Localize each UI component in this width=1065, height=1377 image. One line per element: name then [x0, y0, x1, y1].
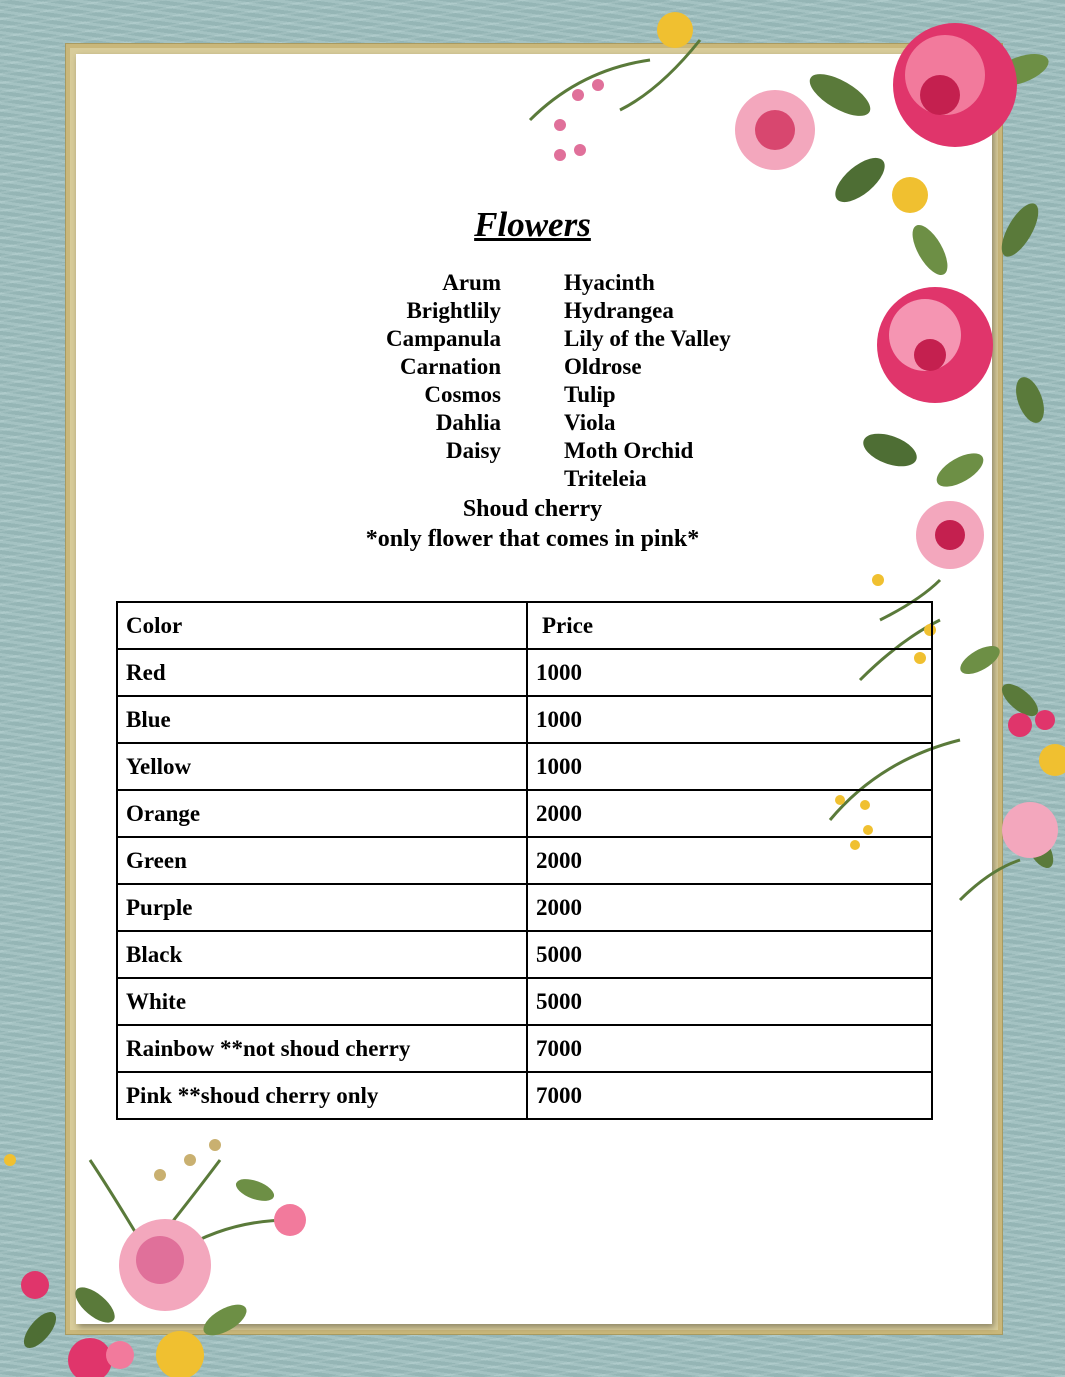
cell-price: 7000: [527, 1025, 932, 1072]
table-row: [117, 790, 932, 837]
cell-color: Pink **shoud cherry only: [117, 1072, 527, 1119]
cell-price: 2000: [527, 790, 932, 837]
list-item: Dahlia: [435, 410, 501, 435]
cell-price: 1000: [527, 649, 932, 696]
list-item: Campanula: [385, 326, 501, 351]
flower-list-left: [386, 269, 501, 465]
list-item: Arum: [442, 270, 501, 295]
note-shoud-cherry: Shoud cherry: [462, 496, 603, 522]
table-row: [117, 884, 932, 931]
table-row: [117, 978, 932, 1025]
table-header-row: [117, 602, 932, 649]
table-row: [117, 1025, 932, 1072]
cell-price: 2000: [527, 884, 932, 931]
page-title: Flowers: [474, 205, 591, 244]
cell-color: Red: [117, 649, 527, 696]
list-item: Oldrose: [564, 354, 642, 379]
header-price: Price: [527, 602, 932, 649]
cell-color: Yellow: [117, 743, 527, 790]
cell-price: 7000: [527, 1072, 932, 1119]
cell-price: 1000: [527, 743, 932, 790]
table-row: [117, 837, 932, 884]
list-item: Triteleia: [564, 466, 647, 491]
cell-color: Black: [117, 931, 527, 978]
table-row: [117, 931, 932, 978]
table-row: [117, 696, 932, 743]
cell-price: 2000: [527, 837, 932, 884]
cell-color: Green: [117, 837, 527, 884]
list-item: Lily of the Valley: [564, 326, 731, 351]
cell-color: White: [117, 978, 527, 1025]
list-item: Daisy: [446, 438, 501, 463]
list-item: Carnation: [400, 354, 501, 379]
list-item: Viola: [564, 410, 616, 435]
cell-color: Orange: [117, 790, 527, 837]
cell-color: Purple: [117, 884, 527, 931]
cell-price: 5000: [527, 931, 932, 978]
table-row: [117, 1072, 932, 1119]
price-table: [116, 601, 933, 1120]
list-item: Hydrangea: [564, 298, 674, 323]
header-color: Color: [117, 602, 527, 649]
table-row: [117, 743, 932, 790]
list-item: Tulip: [564, 382, 616, 407]
list-item: Hyacinth: [564, 270, 655, 295]
cell-price: 5000: [527, 978, 932, 1025]
list-item: Cosmos: [424, 382, 501, 407]
cell-color: Rainbow **not shoud cherry: [117, 1025, 527, 1072]
list-item: Moth Orchid: [564, 438, 694, 463]
table-row: [117, 649, 932, 696]
note-pink-only: *only flower that comes in pink*: [365, 526, 700, 552]
cell-color: Blue: [117, 696, 527, 743]
list-item: Brightlily: [406, 298, 501, 323]
cell-price: 1000: [527, 696, 932, 743]
flower-list-right: [564, 269, 731, 493]
